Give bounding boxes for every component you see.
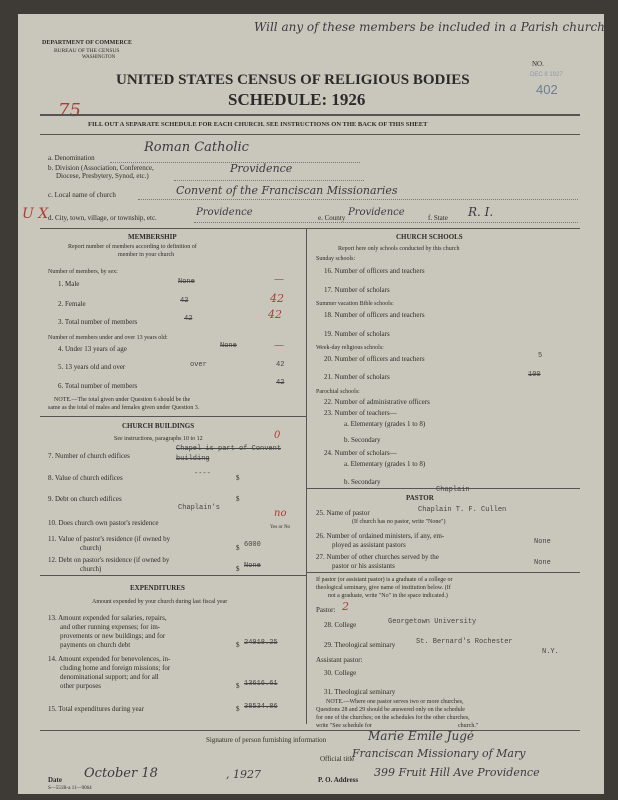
q21-label: 21. Number of scholars (324, 373, 390, 381)
church-name-label: c. Local name of church (48, 191, 116, 199)
schedule-title: SCHEDULE: 1926 (228, 90, 366, 109)
signature-label: Signature of person furnishing information (206, 736, 327, 744)
q3-handwritten: 42 (268, 308, 282, 321)
q20-typed: 5 (538, 352, 543, 360)
q2-typed: 42 (180, 297, 189, 305)
instruction-line: FILL OUT A SEPARATE SCHEDULE FOR EACH CHURCH. SEE INSTRUCTIONS ON THE BACK OF THIS SHEET (88, 121, 428, 128)
pastor-note-1: NOTE.—Where one pastor serves two or more churches, (326, 699, 464, 705)
census-schedule-page (18, 14, 604, 794)
q25-label: 25. Name of pastor (316, 509, 370, 517)
form-code: S—551R-a 11—9064 (48, 786, 92, 791)
q13-line-2: and other running expenses; for im- (60, 623, 161, 631)
assistant-label: Assistant pastor: (316, 656, 363, 664)
church-name-value: Convent of the Franciscan Missionaries (176, 184, 398, 197)
pastor-note-5: church." (458, 723, 479, 729)
q29-typed-2: N.Y. (542, 648, 559, 656)
q26-label: 26. Number of ordained ministers, if any, em- (316, 532, 445, 540)
q9-typed: Chaplain's (178, 504, 221, 512)
q3-typed: 42 (184, 315, 193, 323)
q1-handwritten: — (274, 274, 284, 285)
state-label: f. State (428, 214, 448, 222)
q12-typed: None (244, 562, 261, 570)
q25-typed: Chaplain T. F. Cullen (418, 506, 507, 514)
q21-typed: 100 (528, 371, 541, 379)
q10-label: 10. Does church own pastor's residence (48, 519, 159, 527)
q30-label: 30. College (324, 669, 357, 677)
q4-handwritten: — (274, 340, 284, 351)
q9-dollar: $ (236, 495, 240, 503)
q23b-label: b. Secondary (344, 436, 381, 444)
side-mark: U X (22, 206, 49, 222)
q12-label-2: church) (80, 565, 102, 573)
official-title-label: Official title (320, 755, 355, 763)
schools-sub: Report here only schools conducted by this church (338, 246, 460, 252)
q13-typed: 24918.25 (244, 639, 278, 647)
summer-label: Summer vacation Bible schools: (316, 301, 394, 307)
q11-label: 11. Value of pastor's residence (if owned by (48, 535, 171, 543)
division-value: Providence (230, 162, 293, 175)
pastor-note-4: write "See schedule for (316, 723, 372, 729)
q24a-label: a. Elementary (grades 1 to 8) (344, 460, 426, 468)
q19-label: 19. Number of scholars (324, 330, 390, 338)
bureau-line: BUREAU OF THE CENSUS (54, 48, 120, 54)
dept-line: DEPARTMENT OF COMMERCE (42, 40, 133, 46)
expenditures-sub: Amount expended by your church during last fiscal year (92, 599, 228, 605)
q14-dollar: $ (236, 682, 240, 690)
membership-sub-1: Report number of members according to definition of (68, 244, 197, 250)
age-heading: Number of members under and over 13 years old: (48, 335, 168, 341)
q4-label: 4. Under 13 years of age (58, 345, 127, 353)
city-label: d. City, town, village, or township, etc. (48, 214, 157, 222)
expenditures-heading: EXPENDITURES (130, 584, 185, 592)
handwritten-note: Will any of these members be included in a Parish church (254, 20, 605, 34)
q27-label-2: pastor or his assistants (332, 562, 395, 570)
q5-label: 5. 13 years old and over (58, 363, 126, 371)
date-stamp: DEC 8 1927 (530, 72, 563, 78)
q11-typed: 6000 (244, 541, 261, 549)
q24b-label: b. Secondary (344, 478, 381, 486)
q6-label: 6. Total number of members (58, 382, 138, 390)
q8-dollar: $ (236, 474, 240, 482)
q15-dollar: $ (236, 705, 240, 713)
schools-heading: CHURCH SCHOOLS (396, 233, 463, 241)
graduate-note-3: not a graduate, write "No" in the space indicated.) (328, 593, 448, 599)
membership-note-1: NOTE.—The total given under Question 6 should be the (54, 397, 191, 403)
q8-label: 8. Value of church edifices (48, 474, 123, 482)
q13-line-3: provements or new buildings; and for (60, 632, 166, 640)
po-address-value: 399 Fruit Hill Ave Providence (374, 766, 540, 779)
pastor-heading: PASTOR (406, 494, 434, 502)
q28-typed: Georgetown University (388, 618, 477, 626)
graduate-note-2: theological seminary, give name of institution below. (If (316, 585, 451, 591)
q14-line-4: other purposes (60, 682, 102, 690)
q10-yesno: Yes or No (270, 525, 291, 530)
q24-label: 24. Number of scholars— (324, 449, 397, 457)
q9-label: 9. Debt on church edifices (48, 495, 122, 503)
q28-label: 28. College (324, 621, 357, 629)
q10-handwritten: no (274, 508, 287, 519)
q14-line-2: cluding home and foreign missions; for (60, 664, 171, 672)
form-title: UNITED STATES CENSUS OF RELIGIOUS BODIES (116, 72, 470, 88)
q11-label-2: church) (80, 544, 102, 552)
q11-dollar: $ (236, 544, 240, 552)
sunday-label: Sunday schools: (316, 256, 356, 262)
no-label: NO. (532, 60, 544, 68)
q14-line-3: denominational support; and for all (60, 673, 159, 681)
q2-handwritten: 42 (270, 292, 284, 305)
q23-label: 23. Number of teachers— (324, 409, 397, 417)
denomination-value: Roman Catholic (144, 140, 249, 155)
pastor-note-2: Questions 28 and 29 should be answered only on the schedule (316, 707, 465, 713)
city-line: WASHINGTON (82, 55, 116, 60)
year-value: , 1927 (226, 768, 261, 781)
weekday-label: Week-day religious schools: (316, 345, 384, 351)
state-value: R. I. (468, 205, 494, 219)
q5-typed: over (190, 361, 207, 369)
q15-label: 15. Total expenditures during year (48, 705, 144, 713)
schedule-number: 402 (536, 82, 558, 97)
buildings-heading: CHURCH BUILDINGS (122, 422, 195, 430)
county-label: e. County (318, 214, 346, 222)
q13-line-4: payments on church debt (60, 641, 131, 649)
graduate-note-1: If pastor (or assistant pastor) is a graduate of a college or (316, 577, 453, 583)
q27-typed: None (534, 559, 551, 567)
q25-note: (If church has no pastor, write "None") (352, 519, 446, 525)
official-title-value: Franciscan Missionary of Mary (352, 747, 526, 760)
q20-label: 20. Number of officers and teachers (324, 355, 425, 363)
q27-label: 27. Number of other churches served by the (316, 553, 439, 561)
county-value: Providence (348, 207, 405, 218)
q22-label: 22. Number of administrative officers (324, 398, 430, 406)
q17-label: 17. Number of scholars (324, 286, 390, 294)
pastor-heading-typed: Chaplain (436, 486, 470, 494)
q14-typed: 13616.61 (244, 680, 278, 688)
q16-label: 16. Number of officers and teachers (324, 267, 425, 275)
q1-typed: None (178, 278, 195, 286)
parochial-label: Parochial schools: (316, 389, 360, 395)
q1-label: 1. Male (58, 280, 80, 288)
pastor-note-3: for one of the churches; on the schedules for the other churches, (316, 715, 470, 721)
q13-dollar: $ (236, 641, 240, 649)
q26-typed: None (534, 538, 551, 546)
q23a-label: a. Elementary (grades 1 to 8) (344, 420, 426, 428)
q18-label: 18. Number of officers and teachers (324, 311, 425, 319)
red-number: 75 (58, 100, 81, 121)
signature-value: Marie Emile Jugé (368, 729, 474, 743)
q26-label-2: ployed as assistant pastors (332, 541, 406, 549)
q5-value: 42 (276, 361, 285, 369)
q12-dollar: $ (236, 565, 240, 573)
q31-label: 31. Theological seminary (324, 688, 396, 696)
division-label: b. Division (Association, Conference, (48, 164, 154, 172)
q8-typed: ---- (194, 470, 211, 478)
q6-value: 42 (276, 379, 285, 387)
q14-line-1: 14. Amount expended for benevolences, in- (48, 655, 171, 663)
denomination-label: a. Denomination (48, 154, 95, 162)
date-value: October 18 (84, 766, 158, 781)
q13-line-1: 13. Amount expended for salaries, repairs, (48, 614, 167, 622)
q7-typed: Chapel is part of Convent building (176, 445, 282, 463)
q4-typed: None (220, 342, 237, 350)
q3-label: 3. Total number of members (58, 318, 138, 326)
by-sex-label: Number of members, by sex: (48, 269, 118, 275)
buildings-sub: See instructions, paragraphs 10 to 12 (114, 436, 203, 442)
po-address-label: P. O. Address (318, 776, 359, 784)
pastor-label: Pastor: (316, 606, 336, 614)
q7-label: 7. Number of church edifices (48, 452, 130, 460)
membership-sub-2: member in your church (118, 252, 175, 258)
q2-label: 2. Female (58, 300, 86, 308)
q7-handwritten: 0 (274, 430, 281, 441)
date-label: Date (48, 776, 62, 784)
q12-label: 12. Debt on pastor's residence (if owned by (48, 556, 170, 564)
q15-typed: 38534.86 (244, 703, 278, 711)
city-value: Providence (196, 207, 253, 218)
membership-heading: MEMBERSHIP (128, 233, 177, 241)
pastor-handwritten: 2 (342, 600, 349, 613)
q29-typed: St. Bernard's Rochester (416, 638, 513, 646)
membership-note-2: same as the total of males and females given under Question 3. (48, 405, 200, 411)
division-label-2: Diocese, Presbytery, Synod, etc.) (56, 172, 149, 180)
q29-label: 29. Theological seminary (324, 641, 396, 649)
